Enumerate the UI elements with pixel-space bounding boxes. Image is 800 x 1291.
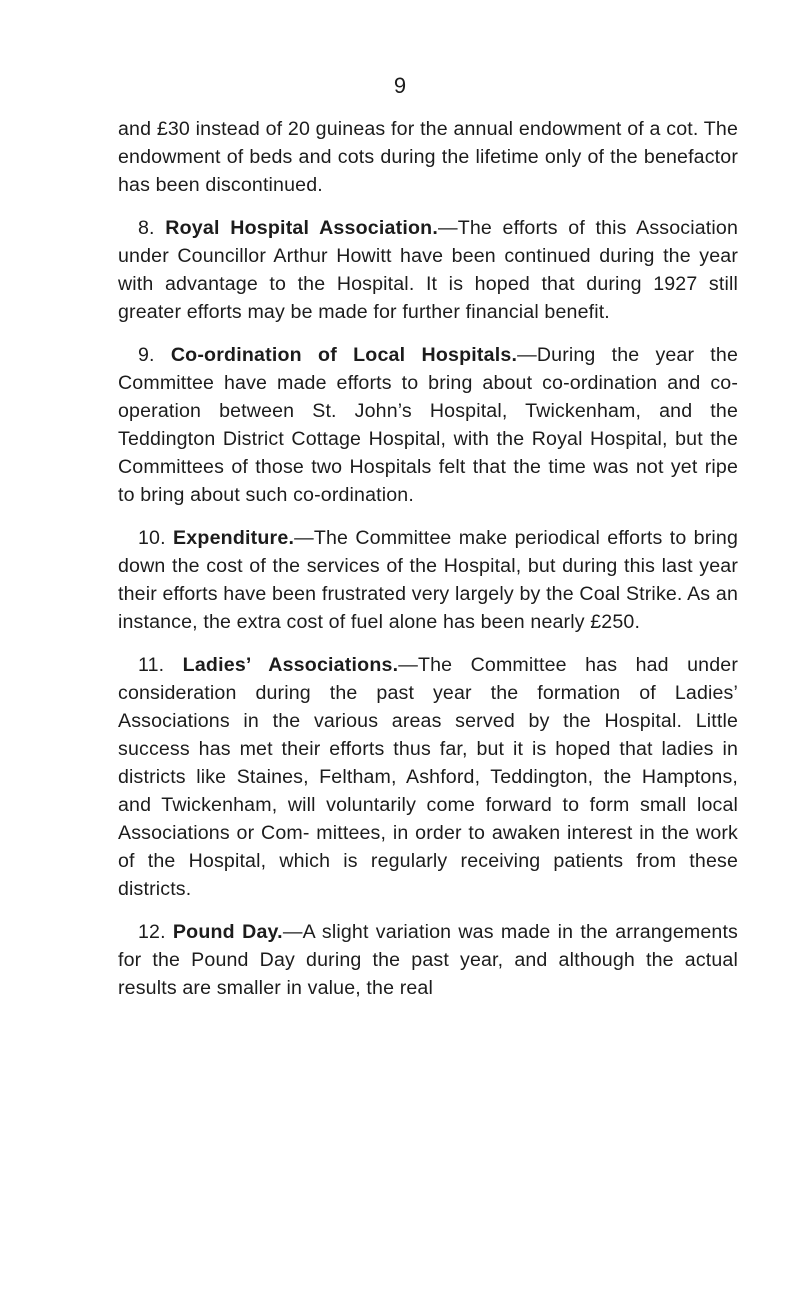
paragraph-text: —The efforts of this Association under Councillor Arthur Howitt have been continued during the year with advantage to the Hospital. It is hoped that during 1927 still greater efforts may be made for further financial benefit.	[118, 217, 738, 323]
paragraph-number: 8.	[138, 217, 155, 239]
paragraph-number: 12.	[138, 921, 166, 943]
page-number: 9	[393, 73, 407, 98]
paragraph-text: —A slight variation was made in the arrangements for the Pound Day during the past year, and although the actual results are smaller in value, the real	[118, 921, 738, 999]
paragraph-number: 9.	[138, 344, 155, 366]
paragraph-co-ordination	[118, 341, 738, 509]
paragraph-number: 11.	[138, 654, 165, 676]
paragraph-continuation	[118, 115, 738, 199]
paragraph-heading: Co-ordination of Local Hospitals.	[170, 344, 518, 366]
paragraph-heading: Ladies’ Associations.	[182, 654, 399, 676]
paragraph-heading: Royal Hospital Association.	[165, 217, 438, 239]
paragraph-heading: Expenditure.	[173, 527, 295, 549]
paragraph-text: and £30 instead of 20 guineas for the annual endowment of a cot. The endowment of beds and cots during the lifetime only of the benefactor has been discontinued.	[118, 118, 738, 196]
paragraph-heading: Pound Day.	[172, 921, 283, 943]
paragraph-expenditure	[118, 524, 738, 636]
paragraph-text: —During the year the Committee have made efforts to bring about co-ordination and co-operation between St. John’s Hospital, Twickenham, and the Teddington District Cottage Hospital, with the Royal Hospital, but the Committees of those two Hospitals felt that the time was not yet ripe to bring about such co-ordination.	[118, 344, 738, 506]
paragraph-royal-hospital-association	[118, 214, 738, 326]
paragraph-number: 10.	[138, 527, 166, 549]
paragraph-text: —The Committee make periodical efforts to bring down the cost of the services of the Hospital, but during this last year their efforts have been frustrated very largely by the Coal Strike. As an instance, the extra cost of fuel alone has been nearly £250.	[118, 527, 738, 633]
paragraph-text: —The Committee has had under consideration during the past year the formation of Ladies’ Associations in the various areas served by the Hospital. Little success has met their efforts thus far, but it is hoped that ladies in districts like Staines, Feltham, Ashford, Teddington, the Hamptons, and Twickenham, will voluntarily come forward to form small local Associations or Com- mittees, in order to awaken interest in the work of the Hospital, which is regularly receiving patients from these districts.	[118, 654, 738, 900]
paragraph-pound-day	[118, 918, 738, 1002]
document-body	[118, 115, 738, 1017]
paragraph-ladies-associations	[118, 651, 738, 903]
